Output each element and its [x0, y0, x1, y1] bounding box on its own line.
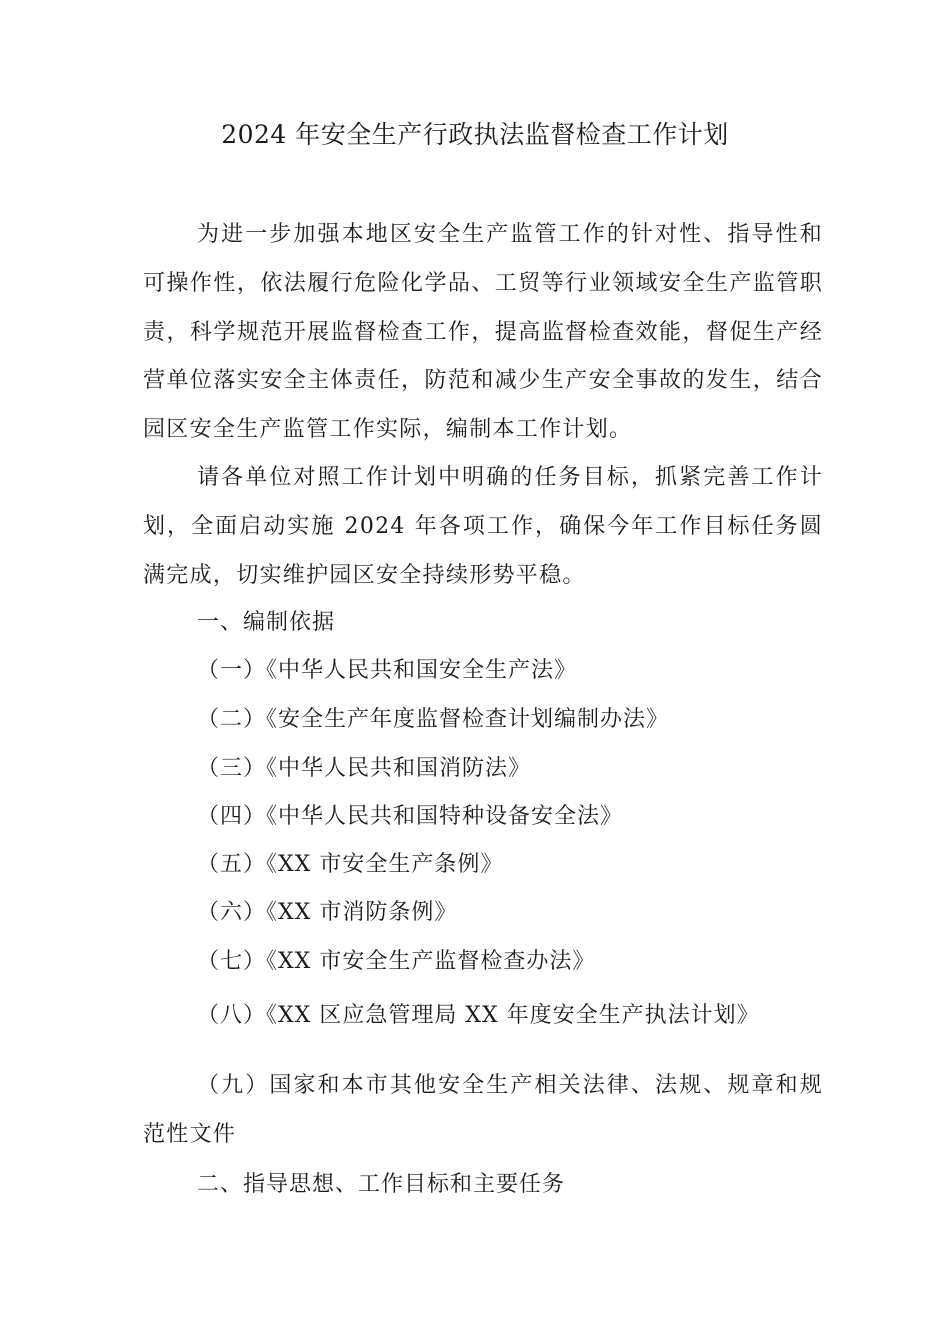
- basis-item-4: （四）《中华人民共和国特种设备安全法》: [197, 804, 624, 829]
- section2-heading: 二、指导思想、工作目标和主要任务: [197, 1172, 566, 1197]
- section1-heading: 一、编制依据: [197, 610, 336, 635]
- basis-item-3: （三）《中华人民共和国消防法》: [197, 756, 532, 781]
- request-paragraph: 请各单位对照工作计划中明确的任务目标，抓紧完善工作计划，全面启动实施 2024 年各项工作，确保今年工作目标任务圆满完成，切实维护园区安全持续形势平稳。: [143, 465, 823, 588]
- document-title: 2024 年安全生产行政执法监督检查工作计划: [221, 120, 729, 149]
- basis-item-2: （二）《安全生产年度监督检查计划编制办法》: [197, 707, 670, 732]
- basis-item-6: （六）《XX 市消防条例》: [197, 900, 458, 925]
- basis-item-9: （九）国家和本市其他安全生产相关法律、法规、规章和规范性文件: [143, 1073, 823, 1147]
- basis-item-8: （八）《XX 区应急管理局 XX 年度安全生产执法计划》: [197, 1003, 760, 1028]
- basis-item-7: （七）《XX 市安全生产监督检查办法》: [197, 949, 596, 974]
- basis-item-1: （一）《中华人民共和国安全生产法》: [197, 658, 578, 683]
- basis-item-5: （五）《XX 市安全生产条例》: [197, 852, 504, 877]
- intro-paragraph: 为进一步加强本地区安全生产监管工作的针对性、指导性和可操作性，依法履行危险化学品、工贸等行业领域安全生产监管职责，科学规范开展监督检查工作，提高监督检查效能，督促生产经营单位落实安全主体责任，防范和减少生产安全事故的发生，结合园区安全生产监管工作实际，编制本工作计划。: [143, 222, 823, 443]
